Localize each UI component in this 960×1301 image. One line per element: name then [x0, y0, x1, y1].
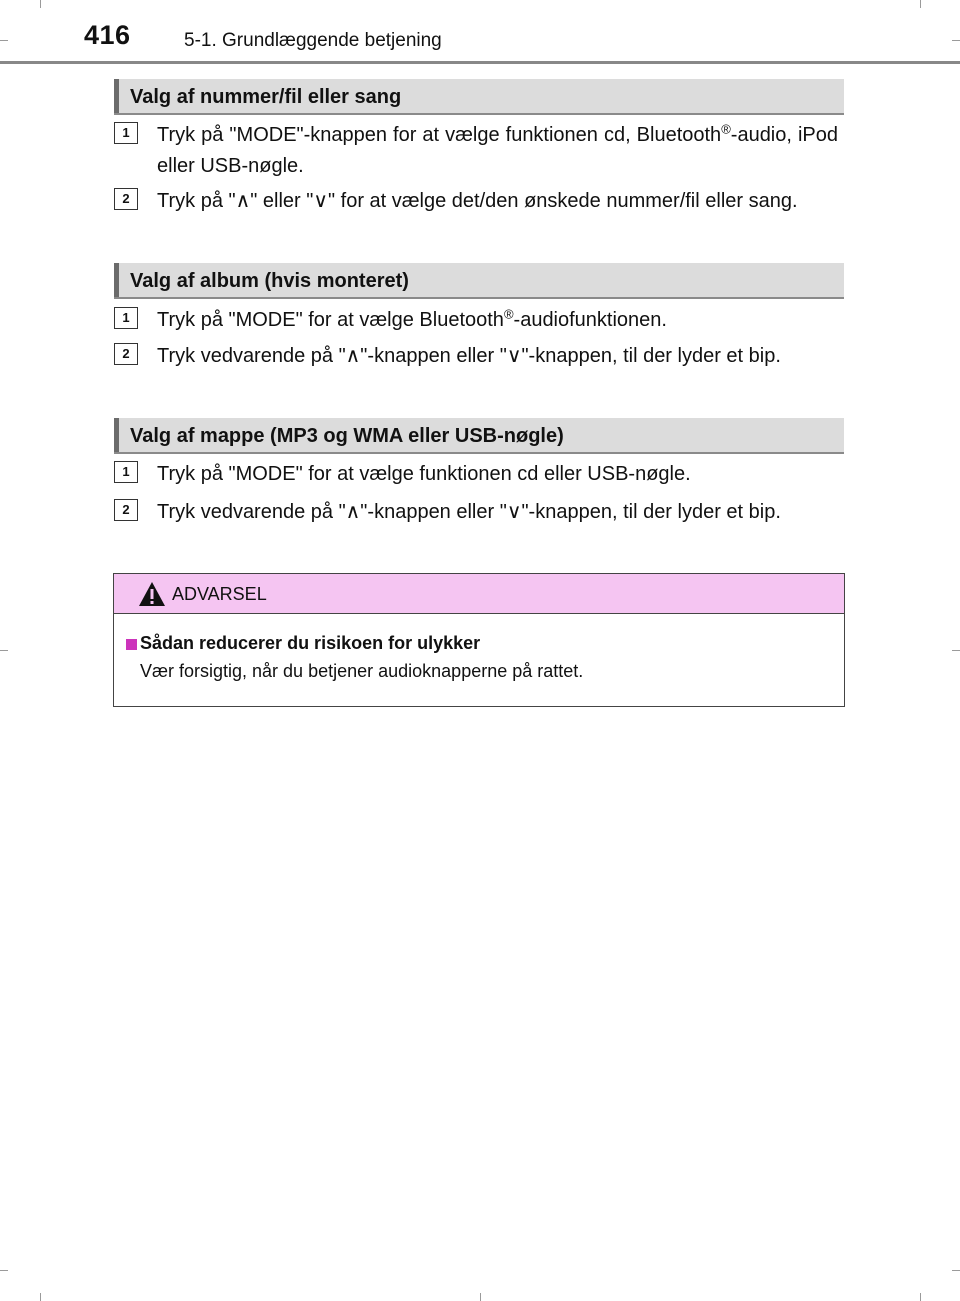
section-title: Valg af nummer/fil eller sang [130, 86, 402, 108]
step-text-part: -audiofunktionen. [513, 309, 667, 331]
step-text: Tryk på "∧" eller "∨" for at vælge det/den ønskede nummer/fil eller sang. [157, 190, 798, 212]
step-text: Tryk på "MODE" for at vælge funktionen cd eller USB-nøgle. [157, 463, 691, 485]
step-text: Tryk vedvarende på "∧"-knappen eller "∨"-knappen, til der lyder et bip. [157, 345, 781, 367]
registered-mark: ® [721, 121, 731, 137]
warning-triangle-icon [138, 581, 166, 607]
warning-title: ADVARSEL [172, 584, 267, 604]
warning-box [113, 573, 845, 707]
warning-body: Vær forsigtig, når du betjener audioknapperne på rattet. [140, 661, 584, 681]
step-number: 2 [114, 343, 138, 365]
crop-mark [952, 1270, 960, 1271]
section-heading [114, 263, 844, 299]
warning-subtitle: Sådan reducerer du risikoen for ulykker [140, 633, 481, 653]
section-heading-bar [114, 418, 119, 452]
section-title: Valg af mappe (MP3 og WMA eller USB-nøgle) [130, 425, 564, 447]
warning-header [114, 574, 844, 614]
step-text-part: Tryk på "MODE"-knappen for at vælge funktionen cd, Bluetooth [157, 124, 722, 146]
step-number: 2 [114, 188, 138, 210]
section-heading-bar [114, 263, 119, 297]
step-number: 1 [114, 122, 138, 144]
section-title: Valg af album (hvis monteret) [130, 270, 409, 292]
section-heading [114, 79, 844, 115]
crop-mark [0, 650, 8, 651]
step-text [157, 305, 838, 336]
step-number: 1 [114, 307, 138, 329]
header-rule [0, 61, 960, 64]
registered-mark: ® [503, 306, 514, 322]
crop-mark [40, 0, 41, 8]
step-text-part: Tryk på "MODE" for at vælge Bluetooth [157, 309, 504, 331]
page-number: 416 [84, 20, 131, 50]
step-text [157, 120, 838, 182]
step-number: 2 [114, 499, 138, 521]
crop-mark [0, 40, 8, 41]
crop-mark [40, 1293, 41, 1301]
step-text: Tryk vedvarende på "∧"-knappen eller "∨"-knappen, til der lyder et bip. [157, 501, 781, 523]
crop-mark [0, 1270, 8, 1271]
crop-mark [920, 1293, 921, 1301]
section-heading-bar [114, 79, 119, 113]
crop-mark [952, 650, 960, 651]
chapter-title: 5-1. Grundlæggende betjening [184, 30, 442, 51]
section-heading [114, 418, 844, 454]
crop-mark [480, 1293, 481, 1301]
crop-mark [920, 0, 921, 8]
square-bullet-icon [126, 639, 137, 650]
step-text-part: -audio, iPod eller USB-nøgle. [157, 124, 838, 177]
step-number: 1 [114, 461, 138, 483]
crop-mark [952, 40, 960, 41]
